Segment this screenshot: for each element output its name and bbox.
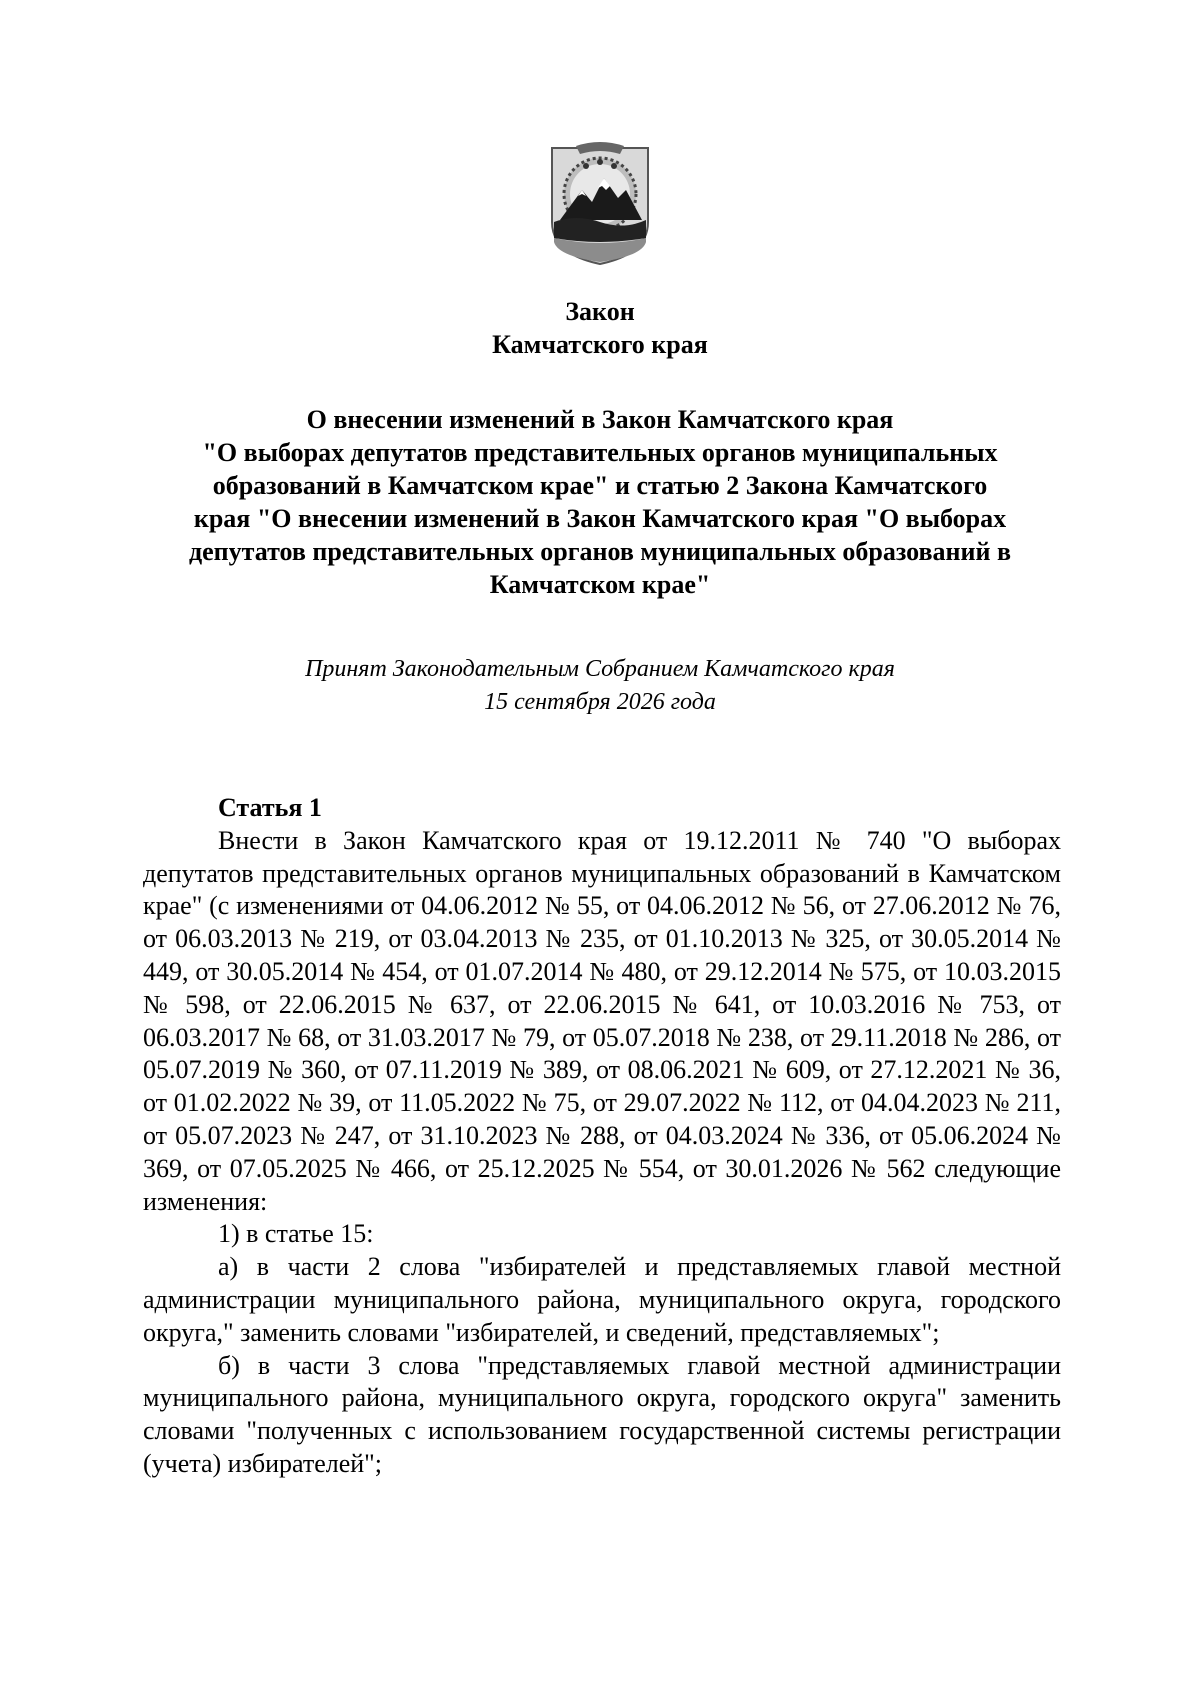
article-heading: Статья 1 (218, 793, 322, 822)
item-1a: а) в части 2 слова "избирателей и представляемых главой местной администрации муниципального района, муниципального округа, городского округа," заменить словами "избирателей, и сведений, представляемых"; (143, 1252, 1061, 1347)
subject-line: образований в Камчатском крае" и статью 2 Закона Камчатского (212, 471, 988, 500)
subject-line: "О выборах депутатов представительных органов муниципальных (202, 438, 998, 467)
law-title-line1: Закон (565, 297, 635, 326)
law-subject (140, 403, 1060, 601)
law-title (140, 295, 1060, 361)
item-1: 1) в статье 15: (218, 1219, 374, 1249)
law-title-line2: Камчатского края (492, 330, 708, 359)
item-1b: б) в части 3 слова "представляемых главой местной администрации муниципального района, муниципального округа, городского округа" заменить словами "полученных с использованием государственной системы регистрации (учета) избирателей"; (143, 1350, 1061, 1478)
article-intro-paragraph: Внести в Закон Камчатского края от 19.12.2011 № 740 "О выборах депутатов представительных органов муниципальных образований в Камчатском крае" (с изменениями от 04.06.2012 № 55, от 04.06.2012 № 56, от 27.06.2012 № 76, от 06.03.2013 № 219, от 03.04.2013 № 235, от 01.10.2013 № 325, от 30.05.2014 № 449, от 30.05.2014 № 454, от 01.07.2014 № 480, от 29.12.2014 № 575, от 10.03.2015 № 598, от 22.06.2015 № 637, от 22.06.2015 № 641, от 10.03.2016 № 753, от 06.03.2017 № 68, от 31.03.2017 № 79, от 05.07.2018 № 238, от 29.11.2018 № 286, от 05.07.2019 № 360, от 07.11.2019 № 389, от 08.06.2021 № 609, от 27.12.2021 № 36, от 01.02.2022 № 39, от 11.05.2022 № 75, от 29.07.2022 № 112, от 04.04.2023 № 211, от 05.07.2023 № 247, от 31.10.2023 № 288, от 04.03.2024 № 336, от 05.06.2024 № 369, от 07.05.2025 № 466, от 25.12.2025 № 554, от 30.01.2026 № 562 следующие изменения: (143, 825, 1061, 1216)
subject-line: края "О внесении изменений в Закон Камчатского края "О выборах (193, 504, 1007, 533)
subject-line: О внесении изменений в Закон Камчатского края (306, 405, 894, 434)
adoption-line1: Принят Законодательным Собранием Камчатского края (305, 656, 895, 682)
adoption-note (140, 653, 1060, 719)
coat-of-arms-icon (546, 142, 654, 268)
subject-line: депутатов представительных органов муниципальных образований в (188, 537, 1011, 566)
adoption-date: 15 сентября 2026 года (484, 689, 716, 715)
subject-line: Камчатском крае" (489, 570, 711, 599)
article-1 (143, 792, 1061, 1481)
